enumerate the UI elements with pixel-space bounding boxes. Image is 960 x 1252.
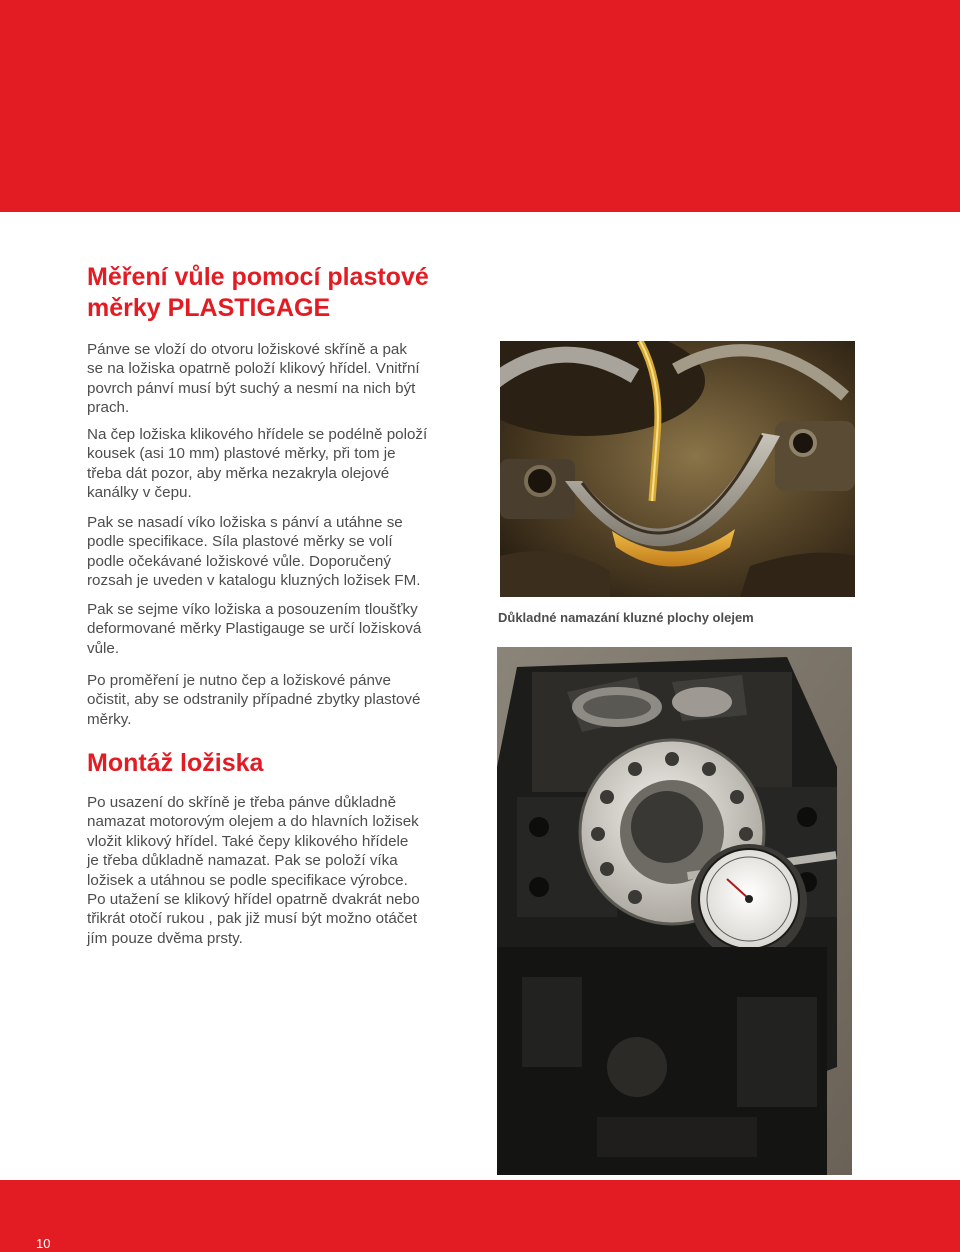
bottom-red-band	[0, 1180, 960, 1252]
paragraph: Na čep ložiska klikového hřídele se podélně položí kousek (asi 10 mm) plastové měrky, při tom je třeba dát pozor, aby měrka nezakryla olejové kanálky v čepu.	[87, 426, 428, 502]
paragraph: Pak se sejme víko ložiska a posouzením tloušťky deformované měrky Plastigauge se určí ložisková vůle.	[87, 601, 422, 657]
title-line: měrky PLASTIGAGE	[87, 294, 331, 322]
text-column	[87, 262, 472, 947]
section-title-plastigage	[87, 262, 472, 324]
page-number: 10	[36, 1236, 51, 1251]
paragraph: Po usazení do skříně je třeba pánve důkladně namazat motorovým olejem a do hlavních ložisek vložit klikový hřídel. Také čepy klikového hřídele je třeba důkladně namazat. Pak se položí víka ložisek a utáhnou se podle specifikace výrobce. Po utažení se klikový hřídel opatrně dvakrát nebo třikrát otočí rukou , pak již musí být možno otáčet jím pouze dvěma prsty.	[87, 794, 420, 947]
figure-caption: Důkladné namazání kluzné plochy olejem	[498, 610, 754, 625]
bearing-oiling-photo	[500, 341, 855, 597]
top-red-band	[0, 0, 960, 212]
engine-block-dial-gauge-photo	[497, 647, 852, 1175]
title-line: Měření vůle pomocí plastové	[87, 263, 429, 291]
section-title-assembly: Montáž ložiska	[87, 749, 264, 777]
paragraph: Pak se nasadí víko ložiska s pánví a utáhne se podle specifikace. Síla plastové měrky se volí podle očekávané ložiskové vůle. Doporučený rozsah je uveden v katalogu kluzných ložisek FM.	[87, 514, 421, 590]
paragraph: Pánve se vloží do otvoru ložiskové skříně a pak se na ložiska opatrně položí klikový hřídel. Vnitřní povrch pánví musí být suchý a nesmí na nich být prach.	[87, 341, 420, 417]
paragraph: Po proměření je nutno čep a ložiskové pánve očistit, aby se odstranily případné zbytky plastové měrky.	[87, 672, 421, 728]
